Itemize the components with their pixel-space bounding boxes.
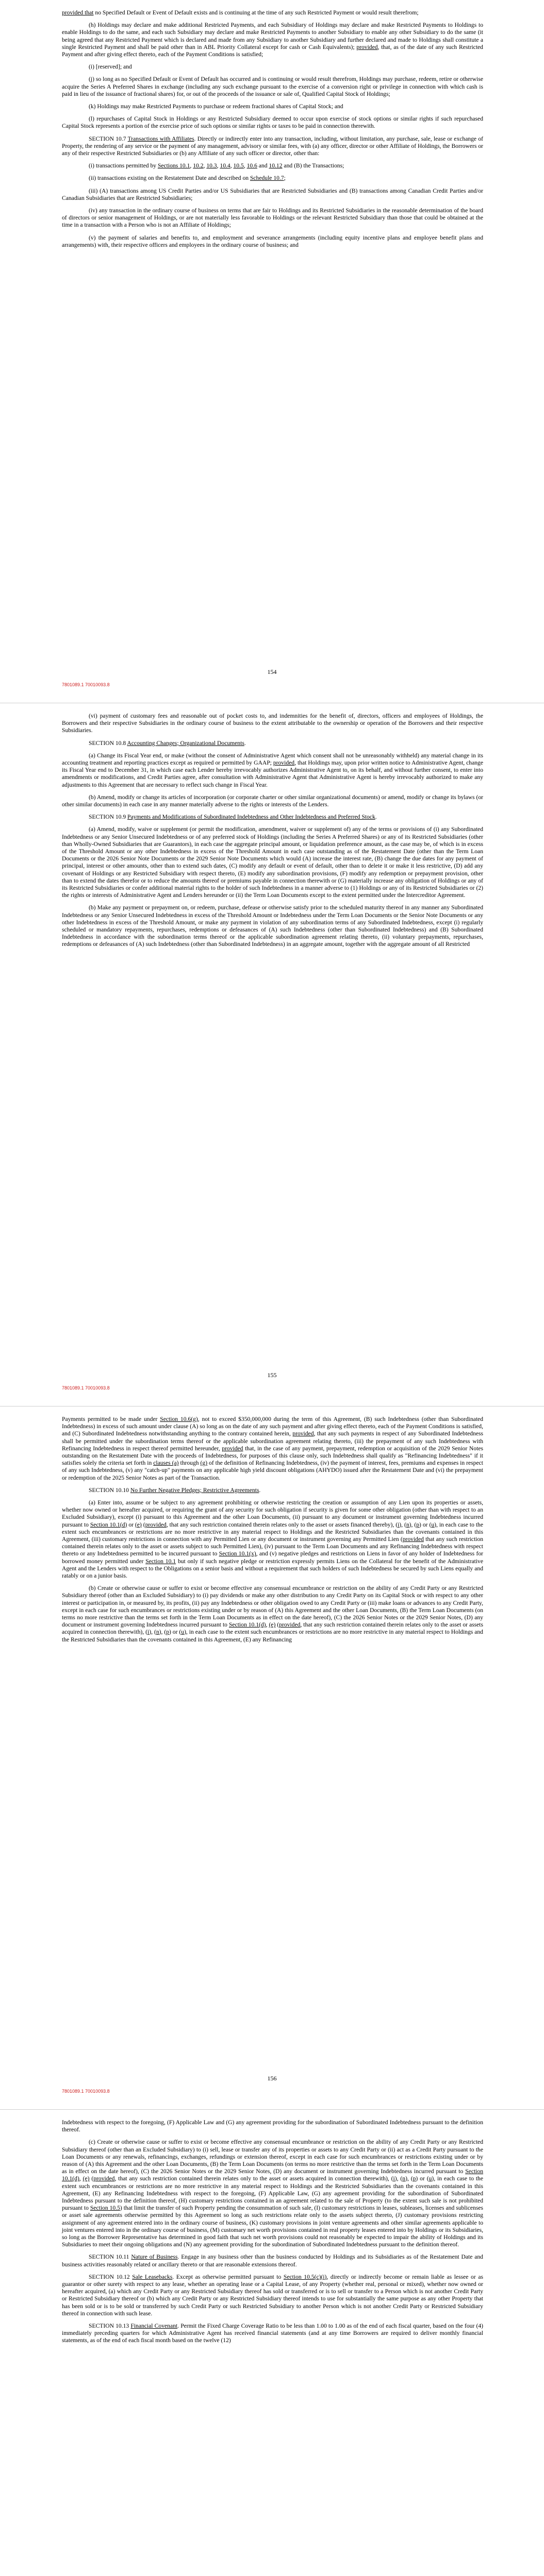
underlined-reference: 10.3 <box>206 162 217 170</box>
underlined-reference: Section 10.1(x) <box>219 1550 256 1557</box>
text-run: ), ( <box>405 2175 413 2182</box>
text-run: (a) Change its Fiscal Year end, or make (without the consent of Administrative Agent which consent shall not be unreasonably withheld) any material change in its accounting treatment and reporting practices except as required or permitted by GAAP; <box>62 752 483 767</box>
body-paragraph <box>62 175 483 182</box>
underlined-reference: provided <box>356 43 378 50</box>
text-run: , <box>266 1621 269 1629</box>
underlined-reference: provided <box>93 2175 115 2182</box>
text-run: SECTION 10.12 <box>89 2273 133 2280</box>
text-run: (h) Holdings may declare and make additional Restricted Payments, and each Subsidiary of Holdings may declare and make Restricted Payments to Holdings to enable Holdings to do the same, and each such Subsidiary may declare and make Restricted Payments to another Subsidiary to enable any other Subsidiary to do the same (it being agreed that any Restricted Payment which is declared and made from any Subsidiary to another Subsidiary and further declared and made to Holdings shall constitute a single Restricted Payment and shall be paid other than in ABL Priority Collateral except for cash or Cash Equivalents); <box>62 22 483 50</box>
underlined-reference: p <box>416 1521 420 1528</box>
section-paragraph <box>62 814 483 821</box>
text-run: (vi) payment of customary fees and reasonable out of pocket costs to, and indemnities for the benefit of, directors, officers and employees of Holdings, the Borrowers and their respective Subsidiaries in the ordinary course of business to the extent attributable to the ownership or operation of the Borrowers and their respective Subsidiaries. <box>62 713 483 734</box>
underlined-reference: provided <box>402 1536 424 1543</box>
text-run: . Directly or indirectly enter into any transaction, including, without limitation, any purchase, sale, lease or exchange of Property, the rendering of any service or the payment of any management, advisory or similar fees, with (a) any officer, director or other Affiliate of Holdings, the Borrowers or any of their respective Restricted Subsidiaries or (b) any Affiliate of any such officer or director, other than: <box>62 135 484 157</box>
text-run: (i) transactions permitted by <box>89 162 158 170</box>
underlined-reference: provided <box>145 1521 167 1528</box>
underlined-reference: 10.5 <box>233 162 244 170</box>
text-run: , that any such restriction contained therein relates only to the asset or assets acquired in connection therewith), ( <box>62 1621 484 1636</box>
text-run: . <box>375 814 377 821</box>
text-run: SECTION 10.11 <box>89 2253 131 2261</box>
document-page <box>0 0 544 703</box>
text-run: SECTION 10.9 <box>89 814 128 821</box>
text-run: ), in each case to the extent such encumbrances or restrictions are no more restrictive in any material respect to Holdings and the Restricted Subsidiaries than the covenants contained in this Agreement, (iii) customary restrictions in connection with any Permitted Lien or any document or instrument governing any Permitted Lien ( <box>62 1521 483 1543</box>
text-run: ( <box>89 2175 94 2182</box>
underlined-reference: Section 10.5(c)(i) <box>283 2273 327 2280</box>
text-run: ), ( <box>409 1521 417 1528</box>
text-run: ) or ( <box>169 1629 182 1636</box>
text-run: Payments permitted to be made under <box>62 1416 160 1422</box>
text-run: (a) Enter into, assume or be subject to any agreement prohibiting or otherwise restricting the creation or assumption of any Lien upon its properties or assets, whether now owned or hereafter acquired, or requiring the grant of any security for such obligation if security is given for some other obligation (other than with respect to an Excluded Subsidiary), except (i) pursuant to this Agreement and the other Loan Documents, (ii) pursuant to any document or instrument governing Indebtedness incurred pursuant to <box>62 1499 483 1528</box>
text-run: ), ( <box>159 1629 167 1636</box>
text-run: , and (v) negative pledges and restrictions on Liens in favor of any holder of Indebtedness for borrowed money permitted under <box>62 1550 484 1565</box>
section-paragraph <box>62 1487 483 1494</box>
underlined-reference: Section 10.1 <box>145 1557 176 1565</box>
document-id-footer: 7801089.1 70010093.8 <box>62 682 110 687</box>
text-run: ( <box>275 1621 279 1629</box>
text-run: (iv) any transaction in the ordinary course of business on terms that are fair to Holdings and its Restricted Subsidiaries in the reasonable determination of the board of directors or senior management of Holdings, or are not materially less favorable to Holdings or the relevant Restricted Subsidiary than those that could be obtained at the time in a transaction with a Person who is not an Affiliate of Holdings; <box>62 207 483 229</box>
body-paragraph <box>62 115 483 130</box>
underlined-reference: Accounting Changes; Organizational Documents <box>127 739 244 747</box>
underlined-reference: 10.12 <box>269 162 283 170</box>
underlined-reference: Financial Covenant <box>130 2323 178 2330</box>
text-run: , <box>217 162 220 170</box>
section-paragraph <box>62 740 483 747</box>
body-paragraph <box>62 2139 483 2248</box>
text-run: ) that limit the transfer of such Property pending the consummation of such sale, (I) customary restrictions in leases, subleases, licenses and sublicenses or asset sale agreements otherwise permitted by this Agreement so long as such restrictions relate only to the assets subject thereto, (J) customary provisions restricting assignment of any agreement entered into in the ordinary course of business, (K) customary provisions in joint venture agreements and other similar agreements applicable to joint ventures entered into in the ordinary course of business, (M) customary net worth provisions contained in real property leases entered into by Holdings or its Subsidiaries, so long as the Borrower Representative has determined in good faith that such net worth provisions could not reasonably be expected to impair the ability of Holdings and its Subsidiaries to meet their ongoing obligations and (N) any agreement providing for the subordination of Subordinated Indebtedness pursuant to the definition thereof. <box>62 2205 483 2248</box>
text-run: , that any such payments in respect of any Subordinated Indebtedness shall be permitted under the subordination terms thereof or the applicable subordination agreement relating thereto, (iii) the prepayment of any such Indebtedness with Refinancing Indebtedness in respect thereof permitted hereunder, <box>62 1430 483 1452</box>
underlined-reference: 10.6 <box>246 162 257 170</box>
text-run: and (B) the Transactions; <box>282 162 344 170</box>
underlined-reference: Section 10.1(d) <box>90 1521 127 1528</box>
underlined-reference: n <box>402 2175 406 2182</box>
page-number: 155 <box>267 1371 277 1379</box>
body-paragraph <box>62 76 483 98</box>
text-run: ), ( <box>394 2175 403 2182</box>
underlined-reference: provided <box>222 1445 243 1452</box>
text-run: Indebtedness with respect to the foregoing, (F) Applicable Law and (G) any agreement providing for the subordination of Subordinated Indebtedness pursuant to the definition thereof. <box>62 2119 483 2133</box>
body-paragraph <box>62 9 483 16</box>
underlined-reference: Transactions with Affiliates <box>127 135 194 142</box>
section-paragraph <box>62 135 483 158</box>
text-run: , that Holdings may, upon prior written notice to Administrative Agent, change its Fiscal Year end to December 31, in which case each Lender hereby irrevocably authorizes Administrative Agent to, on its behalf, and without further consent, to enter into amendments or modifications, and Credit Parties agree, after consultation with Administrative Agent that Administrative Agent is hereby irrevocably authorized to make any adjustments to this Agreement that are necessary to reflect such change in Fiscal Year. <box>62 759 483 788</box>
text-run: ), in each case to the extent such encumbrances or restrictions are no more restrictive in any material respect to Holdings and the Restricted Subsidiaries than the covenants contained in this Agreement, (E) any Refinancing <box>62 1629 483 1643</box>
body-paragraph <box>62 904 483 948</box>
document-id-footer: 7801089.1 70010093.8 <box>62 1385 110 1391</box>
text-run: . Engage in any business other than the business conducted by Holdings and its Subsidiaries as of the Restatement Date and business activities reasonably related or ancillary thereto or that are reasonable extensions thereof. <box>62 2253 483 2268</box>
text-run: (k) Holdings may make Restricted Payments to purchase or redeem fractional shares of Capital Stock; and <box>89 103 343 110</box>
body-paragraph <box>62 188 483 202</box>
body-paragraph <box>62 1416 483 1482</box>
underlined-reference: (e) <box>269 1621 276 1629</box>
text-run: . Permit the Fixed Charge Coverage Ratio to be less than 1.00 to 1.00 as of the end of each fiscal quarter, based on the four (4) immediately preceding quarters for which Administrative Agent has received financial statements (and at any time Borrowers are required to deliver monthly financial statements, as of the end of each fiscal month based on the twelve (12) <box>62 2323 483 2344</box>
underlined-reference: (e) <box>83 2175 90 2182</box>
body-paragraph <box>62 826 483 899</box>
text-run: , that any such restriction contained therein relates only to the asset or assets acquired in connection therewith), ( <box>114 2175 393 2182</box>
text-run: . <box>244 739 246 747</box>
text-run: but only if such negative pledge or restriction expressly permits Liens on the Collateral for the benefit of the Administrative Agent and the Lenders with respect to the Obligations on a senior basis and without a requirement that such holders of such Indebtedness be secured by such Liens equally and ratably or on a junior basis. <box>62 1557 483 1580</box>
text-run: , <box>190 162 193 170</box>
text-run: , not to exceed $350,000,000 during the term of this Agreement, (B) such Indebtedness (other than Subordinated Indebtedness) in excess of such amount under clause (A) so long as on the date of any such payment and after giving effect thereto, each of the Payment Conditions is satisfied, and (C) Subordinated Indebtedness notwithstanding anything to the contrary contained herein, <box>62 1416 483 1437</box>
underlined-reference: u <box>181 1629 185 1636</box>
underlined-reference: Sale Leasebacks <box>132 2273 173 2280</box>
body-paragraph <box>62 752 483 789</box>
text-run: , <box>79 2175 83 2182</box>
underlined-reference: p <box>413 2175 416 2182</box>
underlined-reference: (e) <box>135 1521 142 1528</box>
body-paragraph <box>62 22 483 58</box>
underlined-reference: No Further Negative Pledges; Restrictive Agreements <box>130 1486 259 1494</box>
underlined-reference: i <box>147 1629 150 1636</box>
text-run: , that, as of the date of any such Restricted Payment and after giving effect thereto, each of the Payment Conditions is satisfied; <box>62 43 483 58</box>
underlined-reference: provided <box>279 1621 301 1629</box>
text-run: , <box>203 162 207 170</box>
body-paragraph <box>62 2119 483 2133</box>
text-run: through <box>178 1460 201 1467</box>
underlined-reference: n <box>406 1521 409 1528</box>
text-run: . Except as otherwise permitted pursuant to <box>172 2273 284 2280</box>
text-run: , <box>243 162 247 170</box>
text-run: SECTION 10.8 <box>89 739 127 747</box>
underlined-reference: provided that <box>62 9 94 16</box>
underlined-reference: Schedule 10.7 <box>250 175 284 182</box>
text-run: SECTION 10.13 <box>89 2323 131 2330</box>
section-paragraph <box>62 2253 483 2268</box>
underlined-reference: clauses (a) <box>153 1460 179 1467</box>
text-run: (l) repurchases of Capital Stock in Holdings or any Restricted Subsidiary deemed to occur upon exercise of stock options or similar rights if such repurchased Capital Stock represents a portion of the exercise price of such options or similar rights or taxes to be paid in connection therewith. <box>62 115 483 130</box>
text-run: or <box>127 1521 135 1528</box>
underlined-reference: Section 10.6(g) <box>160 1416 198 1422</box>
text-run: (j) so long as no Specified Default or Event of Default has occurred and is continuing or would result therefrom, Holdings may purchase, redeem, retire or otherwise acquire the Series A Preferred Shares in exchange (including any such exchange pursuant to the exercise of a conversion right or privilege in connection with which cash is paid in lieu of the issuance of fractional shares) for, or out of the proceeds of the issuance or sale of, Qualified Capital Stock of Holdings; <box>62 76 483 97</box>
text-run: , that any such restriction contained therein relates only to the asset or assets financed thereby), ( <box>166 1521 398 1528</box>
document-id-footer: 7801089.1 70010093.8 <box>62 2089 110 2094</box>
underlined-reference: i <box>393 2175 395 2182</box>
document-page <box>0 1406 544 2110</box>
body-paragraph <box>62 103 483 110</box>
text-run: (c) Create or otherwise cause or suffer to exist or become effective any consensual encumbrance or restriction on the ability of any Credit Party or any Restricted Subsidiary thereof (other than an Excluded Subsidiary) to (i) sell, lease or transfer any of its properties or assets to any Credit Party or (ii) act as a Credit Party pursuant to the Loan Documents or any renewals, refinancings, exchanges, refundings or extension thereof, except in each case for such encumbrances or restrictions existing under or by reason of (A) this Agreement and the other Loan Documents, (B) the Term Loan Documents (on terms no more restrictive than the terms set forth in the Term Loan Documents as in effect on the date hereof), (C) the 2026 Senior Notes or the 2029 Senior Notes, (D) any document or instrument governing Indebtedness incurred pursuant to <box>62 2139 483 2175</box>
section-paragraph <box>62 2274 483 2317</box>
text-run: (v) the payment of salaries and benefits to, and employment and severance arrangements (including equity incentive plans and employee benefit plans and arrangements) with, their respective officers and employees in the ordinary course of business; and <box>62 234 483 248</box>
text-run: (b) Create or otherwise cause or suffer to exist or become effective any consensual encumbrance or restriction on the ability of any Credit Party or any Restricted Subsidiary thereof (other than an Excluded Subsidiary) to (i) pay dividends or make any other distribution to any Credit Party on its Capital Stock or with respect to any other interest or participation in, or measured by, its profits, (ii) pay any Indebtedness or other obligation owed to any Credit Party or (iii) make loans or advances to any Credit Party, except in each case for such encumbrances or restrictions existing under or by reason of (A) this Agreement and the other Loan Documents, (B) the Term Loan Documents (on terms no more restrictive than the terms set forth in the Term Loan Documents as in effect on the date hereof), (C) the 2026 Senior Notes or the 2029 Senior Notes, (D) any document or instrument governing Indebtedness incurred pursuant to <box>62 1585 483 1629</box>
page-number: 154 <box>267 668 277 675</box>
text-run: SECTION 10.7 <box>89 135 128 142</box>
text-run: SECTION 10.10 <box>89 1486 130 1494</box>
underlined-reference: p <box>166 1629 169 1636</box>
text-run: of the definition of Refinancing Indebtedness, (iv) the payment of interest, fees, premiums and expenses in respect of any such Indebtedness, (v) any "catch-up" payments on any applicable high yield discount obligations (AHYDO) issued after the Restatement Date and (vi) the prepayment or redemption of the 2025 Senior Notes as part of the Transaction. <box>62 1460 483 1481</box>
underlined-reference: n <box>156 1629 159 1636</box>
underlined-reference: Nature of Business <box>131 2253 178 2261</box>
text-run: ), in each case to the extent such encumbrances or restrictions are no more restrictive in any material respect to Holdings and the Restricted Subsidiaries than the covenants contained in this Agreement, (E) any Refinancing Indebtedness with respect to the foregoing, (F) Applicable Law, (G) any agreement providing for the subordination of Subordinated Indebtedness pursuant to the definition thereof, (H) customary restrictions contained in an agreement related to the sale of Property (to the extent such sale is not prohibited pursuant to <box>62 2175 483 2212</box>
body-paragraph <box>62 234 483 249</box>
document-page <box>0 703 544 1406</box>
text-run: ), ( <box>149 1629 156 1636</box>
text-run: , <box>230 162 234 170</box>
body-paragraph <box>62 1499 483 1580</box>
text-run: no Specified Default or Event of Default exists and is continuing at the time of any such Restricted Payment or would result therefrom; <box>93 9 419 16</box>
underlined-reference: 10.4 <box>220 162 230 170</box>
body-paragraph <box>62 713 483 735</box>
text-run: and <box>257 162 269 170</box>
text-run: ) or ( <box>416 2175 429 2182</box>
underlined-reference: u <box>431 1521 435 1528</box>
underlined-reference: Section 10.5 <box>90 2205 120 2212</box>
underlined-reference: provided <box>273 759 295 767</box>
body-paragraph <box>62 207 483 229</box>
underlined-reference: Section 10.1(d) <box>62 2168 483 2182</box>
text-run: (iii) (A) transactions among US Credit Parties and/or US Subsidiaries that are Restricted Subsidiaries and (B) transactions among Canadian Credit Parties and/or Canadian Subsidiaries that are Restricted Subsidiaries; <box>62 187 483 201</box>
text-run: that, in the case of any payment, prepayment, redemption or acquisition of the 2029 Senior Notes outstanding on the Restatement Date with the proceeds of Indebtedness, for purposes of this clause only, such Indebtedness shall qualify as "Refinancing Indebtedness" if it satisfies solely the criteria set forth in <box>62 1445 483 1467</box>
text-run: (b) Amend, modify or change its articles of incorporation (or corporate charter or other similar organizational documents) or amend, modify or change its bylaws (or other similar documents) in each case in any manner materially adverse to the rights or interests of the Lenders. <box>62 793 483 808</box>
text-run: (b) Make any payment or prepayment on, or redeem, purchase, defease or otherwise satisfy prior to the scheduled maturity thereof in any manner any Subordinated Indebtedness or any Senior Unsecured Indebtedness in excess of the Threshold Amount or Indebtedness under the Term Loan Documents or the Senior Note Documents or any other Indebtedness in excess of the Threshold Amount, or make any payment in violation of any subordination terms of any Subordinated Indebtedness, except (i) regularly scheduled or mandatory repayments, repurchases, redemptions or defeasances of (A) such Indebtedness (other than Subordinated Indebtedness) and (B) Subordinated Indebtedness in accordance with the subordination terms thereof or the applicable subordination agreement relating thereto, (ii) voluntary prepayments, repurchases, redemptions or defeasances of (A) such Indebtedness (other than Subordinated Indebtedness) in an aggregate amount, together with the aggregate amount of all Restricted <box>62 904 483 948</box>
document-page <box>0 2110 544 2576</box>
underlined-reference: u <box>428 2175 432 2182</box>
text-run: (ii) transactions existing on the Restatement Date and described on <box>89 175 250 182</box>
page-number: 156 <box>267 2075 277 2082</box>
text-run: (a) Amend, modify, waive or supplement (or permit the modification, amendment, waiver or supplement of) any of the terms or provisions of (i) any Subordinated Indebtedness or any Senior Unsecured Indebtedness or of any preferred stock of Holdings (including the Series A Preferred Shares) or any of its Restricted Subsidiaries (other than Wholly-Owned Subsidiaries that are Guarantors), in each case the aggregate principal amount, or liquidation preference amount, as the case may be, of which is in excess of the Threshold Amount or any other Indebtedness in excess of the Threshold Amount in each case outstanding as of the Restatement Date (other than the Term Loan Documents or the 2026 Senior Note Documents or the 2029 Senior Note Documents which would (A) increase the interest rate, (B) change the due dates for any payment of principal, interest or other amounts, other than to extend such dates, (C) modify any default or event of default, other than to delete it or make it less restrictive, (D) add any covenant of Holdings or any Restricted Subsidiary with respect thereto, (E) modify any subordination provisions, (F) modify any redemption or prepayment provision, other than to extend the dates therefor or to reduce the amounts thereof or premiums payable in connection therewith or (G) materially increase any obligation of Holdings or any of its Restricted Subsidiaries or confer additional material rights to the holder of such Indebtedness in a manner adverse to (1) Holdings or any of its Restricted Subsidiaries or (2) the rights or interests of Administrative Agent and Lenders hereunder or (ii) the Term Loan Documents except to the extent permitted under the Intercreditor Agreement. <box>62 826 483 899</box>
body-paragraph <box>62 794 483 808</box>
body-paragraph <box>62 162 483 170</box>
underlined-reference: Sections 10.1 <box>157 162 190 170</box>
body-paragraph <box>62 1585 483 1643</box>
underlined-reference: provided <box>292 1430 314 1437</box>
text-run: (i) [reserved]; and <box>89 63 132 71</box>
underlined-reference: Payments and Modifications of Subordinated Indebtedness and Other Indebtedness and Preferred Stock <box>127 814 375 821</box>
underlined-reference: (g) <box>200 1460 208 1467</box>
text-run: ), ( <box>399 1521 406 1528</box>
underlined-reference: i <box>398 1521 400 1528</box>
text-run: . <box>259 1486 261 1494</box>
text-run: , directly or indirectly become or remain liable as lessee or as guarantor or other surety with respect to any lease, whether an operating lease or a Capital Lease, of any Property (whether real, personal or mixed), whether now owned or hereafter acquired, (a) which any Credit Party or any Restricted Subsidiary thereof has sold or transferred or is to sell or transfer to a Person which is not another Credit Party or Restricted Subsidiary thereof or (b) which any Credit Party or any Restricted Subsidiary thereof intends to use for substantially the same purpose as any other Property that has been sold or is to be sold or transferred by such Credit Party or such Restricted Subsidiary to another Person which is not another Credit Party or Restricted Subsidiary thereof in connection with such lease. <box>62 2273 483 2317</box>
text-run: ; <box>284 175 286 182</box>
underlined-reference: 10.2 <box>193 162 204 170</box>
underlined-reference: Section 10.1(d) <box>228 1621 266 1629</box>
text-run: ( <box>141 1521 145 1528</box>
section-paragraph <box>62 2323 483 2345</box>
body-paragraph <box>62 63 483 71</box>
text-run: that any such restriction contained therein relates only to the asset or assets subject to such Permitted Lien), (iv) pursuant to the Term Loan Documents and any Refinancing Indebtedness with respect thereto or any Indebtedness permitted to be incurred pursuant to <box>62 1536 483 1557</box>
text-run: ) or ( <box>419 1521 432 1528</box>
